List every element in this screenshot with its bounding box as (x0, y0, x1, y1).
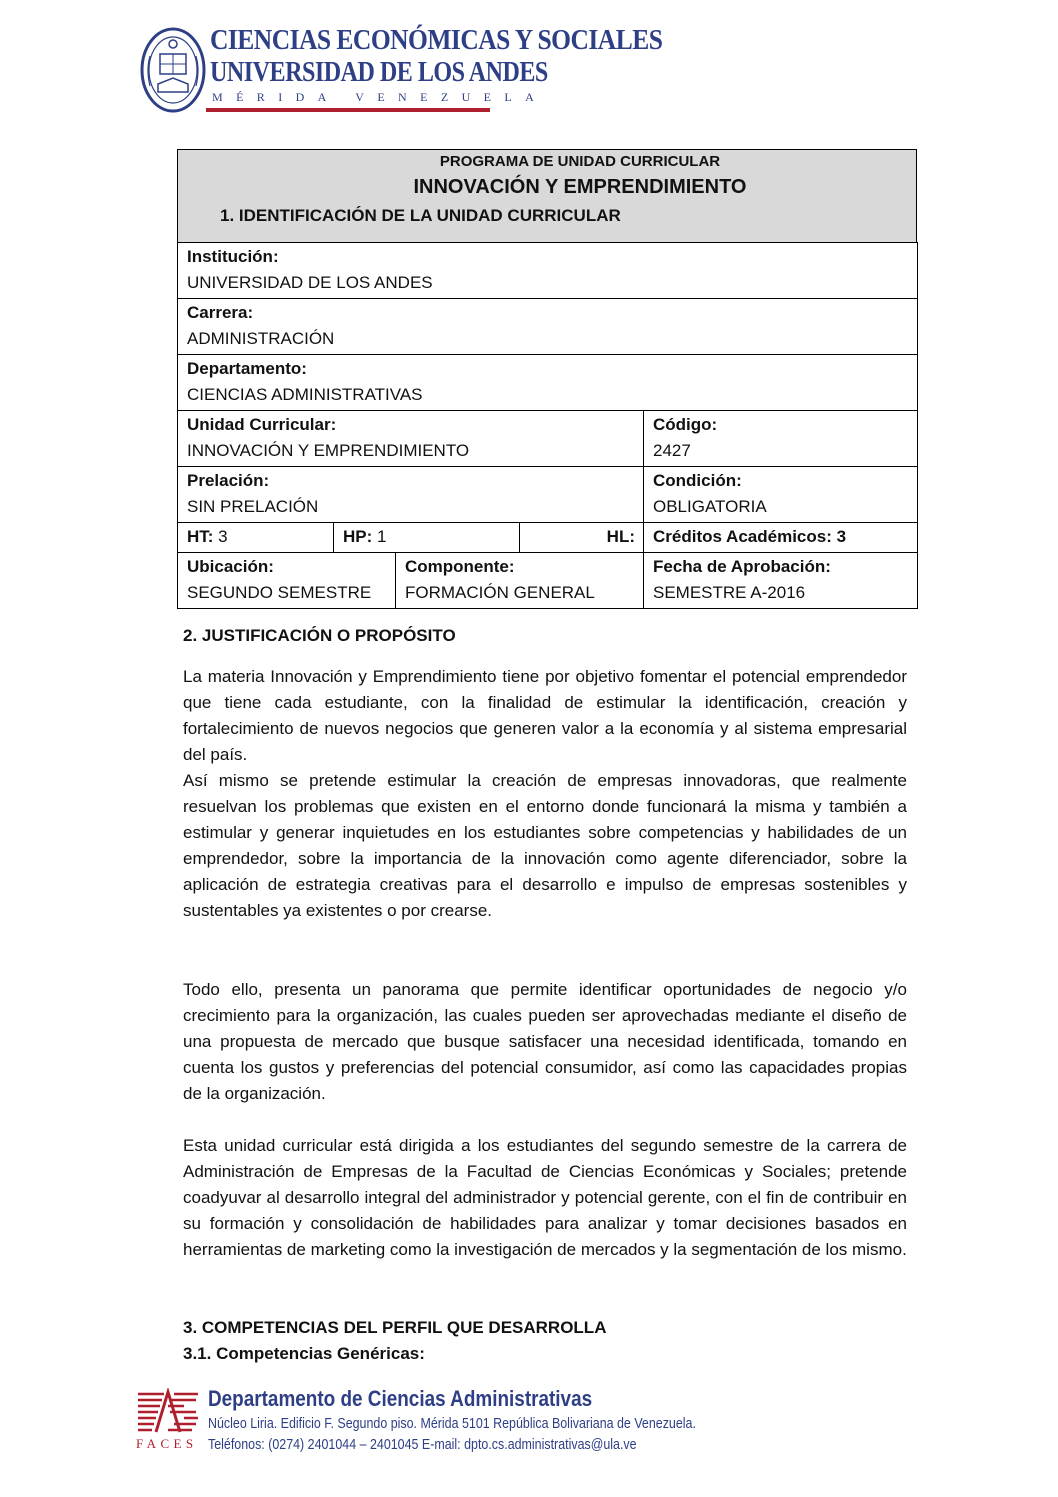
codigo-cell (644, 411, 918, 467)
unidad-cell (178, 411, 644, 467)
footer-address: Núcleo Liria. Edificio F. Segundo piso. Mérida 5101 República Bolivariana de Venezuela. (208, 1415, 696, 1432)
footer-contact: Teléfonos: (0274) 2401044 – 2401045 E-mail: dpto.cs.administrativas@ula.ve (208, 1436, 637, 1453)
course-title: INNOVACIÓN Y EMPRENDIMIENTO (413, 176, 747, 198)
departamento-value: CIENCIAS ADMINISTRATIVAS (187, 385, 423, 404)
table-row (178, 299, 918, 355)
table-row (178, 467, 918, 523)
header-red-rule (206, 108, 490, 112)
table-row (178, 355, 918, 411)
table-row (178, 553, 918, 609)
faces-wordmark: FACES (136, 1436, 198, 1451)
hp-value: 1 (372, 527, 387, 546)
unidad-value: INNOVACIÓN Y EMPRENDIMIENTO (187, 441, 470, 460)
departamento-label: Departamento: (187, 359, 307, 378)
section-2-heading: 2. JUSTIFICACIÓN O PROPÓSITO (183, 626, 456, 645)
fecha-label: Fecha de Aprobación: (653, 557, 831, 576)
identification-table (177, 242, 918, 609)
carrera-label: Carrera: (187, 303, 254, 322)
fecha-cell (644, 553, 918, 609)
hl-label: HL: (606, 527, 635, 546)
componente-cell (396, 553, 644, 609)
carrera-value: ADMINISTRACIÓN (187, 329, 335, 348)
institucion-cell (178, 243, 918, 299)
institucion-label: Institución: (187, 247, 279, 266)
table-row (178, 411, 918, 467)
institucion-value: UNIVERSIDAD DE LOS ANDES (187, 273, 433, 292)
componente-label: Componente: (405, 557, 515, 576)
section-3-heading: 3. COMPETENCIAS DEL PERFIL QUE DESARROLLA (183, 1318, 607, 1337)
ubicacion-label: Ubicación: (187, 557, 274, 576)
justification-paragraph-4: Esta unidad curricular está dirigida a los estudiantes del segundo semestre de la carrera de Administración de Empresas de la Facultad de Ciencias Económicas y Sociales; pretende coadyuvar al desarrollo integral del administrador y potencial gerente, con el fin de contribuir en su formación y consolidación de habilidades para analizar y tomar decisiones basados en herramientas de marketing como la investigación de mercados y la segmentación de los mismo. (183, 1136, 907, 1259)
table-row (178, 243, 918, 299)
prelacion-cell (178, 467, 644, 523)
componente-value: FORMACIÓN GENERAL (405, 583, 595, 602)
ubicacion-cell (178, 553, 396, 609)
unidad-label: Unidad Curricular: (187, 415, 337, 434)
carrera-cell (178, 299, 918, 355)
codigo-label: Código: (653, 415, 718, 434)
prelacion-value: SIN PRELACIÓN (187, 497, 319, 516)
fecha-value: SEMESTRE A-2016 (653, 583, 806, 602)
program-title-box (177, 149, 917, 243)
ht-label: HT: (187, 527, 214, 546)
justification-paragraph-3: Todo ello, presenta un panorama que permite identificar oportunidades de negocio y/o crecimiento para la organización, las cuales pueden ser aprovechadas mediante el diseño de una propuesta de mercado que busque satisfacer una necesidad identificada, tomando en cuenta los gustos y preferencias del potencial consumidor, así como las capacidades propias de la organización. (183, 980, 907, 1103)
ht-value: 3 (213, 527, 228, 546)
creditos-cell (644, 523, 918, 553)
ht-cell (178, 523, 334, 553)
university-seal-logo (140, 26, 206, 114)
departamento-cell (178, 355, 918, 411)
condicion-label: Condición: (653, 471, 742, 490)
justification-paragraph-2: Así mismo se pretende estimular la creación de empresas innovadoras, que realmente resuelvan los problemas que existen en el entorno donde funcionará la misma y también a estimular y generar inquietudes en los estudiantes sobre competencias y habilidades de un emprendedor, sobre la importancia de la innovación como agente diferenciador, sobre la aplicación de estrategia creativas para el desarrollo e impulso de empresas sostenibles y sustentables ya existentes o por crearse. (183, 771, 907, 920)
section-3-1-heading: 3.1. Competencias Genéricas: (183, 1344, 425, 1363)
condicion-value: OBLIGATORIA (653, 497, 767, 516)
condicion-cell (644, 467, 918, 523)
program-label: PROGRAMA DE UNIDAD CURRICULAR (439, 153, 721, 170)
creditos-label: Créditos Académicos: 3 (653, 527, 847, 546)
hp-cell (334, 523, 520, 553)
ubicacion-value: SEGUNDO SEMESTRE (187, 583, 372, 602)
header-location: MÉRIDA VENEZUELA (212, 90, 548, 104)
footer-department: Departamento de Ciencias Administrativas (208, 1386, 593, 1411)
section-1-heading: 1. IDENTIFICACIÓN DE LA UNIDAD CURRICULAR (220, 206, 621, 225)
header-faculty-name: CIENCIAS ECONÓMICAS Y SOCIALES (210, 24, 663, 56)
hl-cell (520, 523, 644, 553)
header-university-name: UNIVERSIDAD DE LOS ANDES (210, 56, 548, 88)
table-row (178, 523, 918, 553)
prelacion-label: Prelación: (187, 471, 270, 490)
justification-paragraph-1: La materia Innovación y Emprendimiento tiene por objetivo fomentar el potencial emprendedor que tiene cada estudiante, con la finalidad de estimular la identificación, creación y fortalecimiento de nuevos negocios que generen valor a la economía y al sistema empresarial del país. (183, 667, 907, 764)
hp-label: HP: (343, 527, 373, 546)
codigo-value: 2427 (653, 441, 691, 460)
